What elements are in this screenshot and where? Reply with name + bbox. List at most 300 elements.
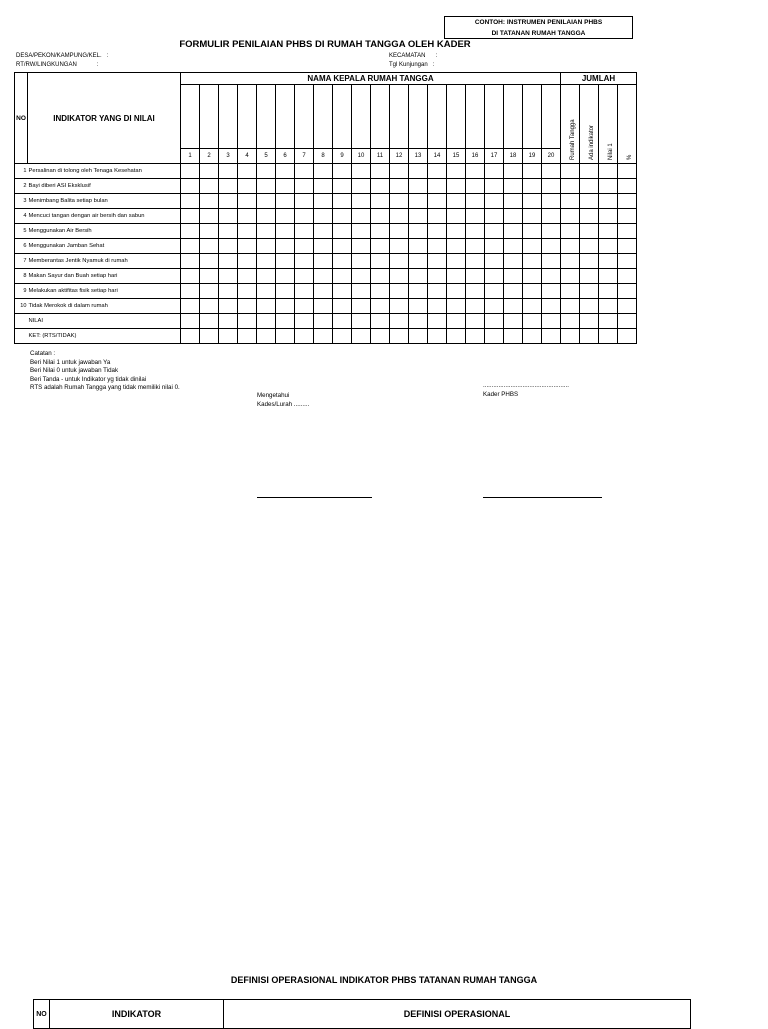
table-row [15, 179, 637, 194]
score-cell [333, 239, 352, 254]
score-cell [200, 299, 219, 314]
score-cell [352, 209, 371, 224]
score-cell [181, 314, 200, 329]
score-cell [504, 269, 523, 284]
score-cell [542, 164, 561, 179]
score-cell [371, 329, 390, 344]
score-cell [276, 179, 295, 194]
score-cell [238, 179, 257, 194]
score-cell [276, 299, 295, 314]
score-cell [504, 209, 523, 224]
score-cell [409, 239, 428, 254]
ket-row-label: KET: (RTS/TIDAK) [28, 329, 181, 344]
table-row [15, 239, 637, 254]
row-indicator: Persalinan di tolong oleh Tenaga Kesehatan [28, 164, 181, 179]
score-cell [200, 164, 219, 179]
row-number: 1 [15, 164, 28, 179]
score-cell [181, 239, 200, 254]
score-cell [504, 299, 523, 314]
household-name-cell [219, 85, 238, 149]
score-cell [257, 209, 276, 224]
score-cell [371, 164, 390, 179]
group-jumlah-header: JUMLAH [561, 73, 637, 85]
household-name-cell [447, 85, 466, 149]
household-number: 8 [314, 149, 333, 164]
jumlah-col-label: Nilai 1 [608, 143, 614, 160]
score-cell [238, 314, 257, 329]
score-cell [200, 179, 219, 194]
score-cell [580, 314, 599, 329]
household-name-cell [428, 85, 447, 149]
score-cell [314, 164, 333, 179]
score-cell [352, 329, 371, 344]
score-cell [428, 284, 447, 299]
score-cell [561, 254, 580, 269]
score-cell [295, 179, 314, 194]
score-cell [295, 284, 314, 299]
score-cell [428, 164, 447, 179]
score-cell [200, 269, 219, 284]
row-number [15, 329, 28, 344]
score-cell [447, 224, 466, 239]
score-cell [466, 254, 485, 269]
household-number: 1 [181, 149, 200, 164]
score-cell [504, 224, 523, 239]
score-cell [428, 224, 447, 239]
row-number: 8 [15, 269, 28, 284]
score-cell [200, 224, 219, 239]
score-cell [599, 224, 618, 239]
score-cell [561, 209, 580, 224]
score-cell [523, 179, 542, 194]
row-indicator: Makan Sayur dan Buah setiap hari [28, 269, 181, 284]
household-number: 10 [352, 149, 371, 164]
score-cell [371, 254, 390, 269]
household-number: 15 [447, 149, 466, 164]
score-cell [238, 224, 257, 239]
household-number: 13 [409, 149, 428, 164]
col-indikator-header: INDIKATOR YANG DI NILAI [28, 73, 181, 164]
score-cell [485, 254, 504, 269]
household-number: 18 [504, 149, 523, 164]
score-cell [504, 284, 523, 299]
score-cell [333, 254, 352, 269]
score-cell [390, 239, 409, 254]
score-cell [200, 194, 219, 209]
score-cell [314, 224, 333, 239]
row-indicator: Menggunakan Jamban Sehat [28, 239, 181, 254]
score-cell [580, 299, 599, 314]
score-cell [257, 194, 276, 209]
kader-dots: .................................................. [483, 382, 569, 389]
score-cell [409, 179, 428, 194]
score-cell [485, 329, 504, 344]
score-cell [200, 254, 219, 269]
score-cell [428, 314, 447, 329]
notes-block [30, 350, 180, 393]
score-cell [561, 164, 580, 179]
score-cell [618, 269, 637, 284]
score-cell [390, 164, 409, 179]
score-cell [257, 239, 276, 254]
score-cell [219, 239, 238, 254]
score-cell [352, 224, 371, 239]
household-name-cell [200, 85, 219, 149]
score-cell [371, 224, 390, 239]
household-name-cell [352, 85, 371, 149]
score-cell [257, 284, 276, 299]
score-cell [219, 329, 238, 344]
score-cell [200, 314, 219, 329]
table-row [15, 284, 637, 299]
household-number: 2 [200, 149, 219, 164]
score-cell [618, 314, 637, 329]
score-cell [276, 314, 295, 329]
score-cell [333, 164, 352, 179]
score-cell [314, 209, 333, 224]
score-cell [523, 254, 542, 269]
row-number: 10 [15, 299, 28, 314]
kecamatan-field: KECAMATAN : [389, 53, 438, 59]
table-row [15, 194, 637, 209]
form-title: FORMULIR PENILAIAN PHBS DI RUMAH TANGGA OLEH KADER [179, 39, 471, 50]
score-cell [295, 239, 314, 254]
row-number: 9 [15, 284, 28, 299]
score-cell [485, 239, 504, 254]
score-cell [390, 254, 409, 269]
household-name-cell [466, 85, 485, 149]
score-cell [295, 329, 314, 344]
score-cell [618, 194, 637, 209]
score-cell [333, 179, 352, 194]
row-indicator: Menggunakan Air Bersih [28, 224, 181, 239]
household-number: 17 [485, 149, 504, 164]
score-cell [181, 329, 200, 344]
score-cell [599, 329, 618, 344]
score-cell [409, 209, 428, 224]
score-cell [542, 299, 561, 314]
score-cell [219, 209, 238, 224]
score-cell [181, 164, 200, 179]
score-cell [409, 164, 428, 179]
table-row [15, 254, 637, 269]
score-cell [181, 299, 200, 314]
score-cell [219, 314, 238, 329]
score-cell [371, 269, 390, 284]
score-cell [314, 269, 333, 284]
score-cell [542, 239, 561, 254]
household-name-cell [523, 85, 542, 149]
score-cell [390, 194, 409, 209]
score-cell [371, 284, 390, 299]
score-cell [219, 284, 238, 299]
household-name-cell [390, 85, 409, 149]
score-cell [466, 224, 485, 239]
jumlah-col-header [599, 85, 618, 164]
score-cell [542, 329, 561, 344]
instrument-label-line2: DI TATANAN RUMAH TANGGA [491, 30, 586, 37]
household-number: 4 [238, 149, 257, 164]
row-indicator: Menimbang Balita setiap bulan [28, 194, 181, 209]
row-number: 2 [15, 179, 28, 194]
score-cell [466, 299, 485, 314]
nilai-row-label: NILAI [28, 314, 181, 329]
jumlah-col-header [580, 85, 599, 164]
score-cell [580, 194, 599, 209]
table-row [15, 269, 637, 284]
score-cell [371, 194, 390, 209]
household-name-cell [542, 85, 561, 149]
score-cell [466, 194, 485, 209]
score-cell [314, 254, 333, 269]
score-cell [257, 269, 276, 284]
score-cell [542, 194, 561, 209]
row-indicator: Melakukan aktifitas fisik setiap hari [28, 284, 181, 299]
score-cell [276, 194, 295, 209]
score-cell [447, 209, 466, 224]
score-cell [333, 314, 352, 329]
household-name-cell [295, 85, 314, 149]
score-cell [485, 164, 504, 179]
score-cell [390, 314, 409, 329]
notes-line: Beri Tanda - untuk Indikator yg tidak dinilai [30, 375, 147, 383]
score-cell [181, 209, 200, 224]
score-cell [485, 224, 504, 239]
score-cell [219, 299, 238, 314]
score-cell [580, 164, 599, 179]
score-cell [257, 329, 276, 344]
score-cell [523, 194, 542, 209]
household-number: 7 [295, 149, 314, 164]
score-cell [238, 254, 257, 269]
score-cell [485, 299, 504, 314]
household-number: 12 [390, 149, 409, 164]
household-number: 11 [371, 149, 390, 164]
score-cell [542, 224, 561, 239]
score-cell [599, 164, 618, 179]
score-cell [352, 254, 371, 269]
score-cell [390, 329, 409, 344]
score-cell [238, 329, 257, 344]
household-name-cell [314, 85, 333, 149]
score-cell [333, 194, 352, 209]
score-cell [580, 329, 599, 344]
score-cell [447, 254, 466, 269]
score-cell [618, 224, 637, 239]
score-cell [428, 299, 447, 314]
score-cell [257, 224, 276, 239]
household-name-cell [504, 85, 523, 149]
score-cell [485, 284, 504, 299]
score-cell [447, 284, 466, 299]
score-cell [352, 314, 371, 329]
score-cell [200, 329, 219, 344]
score-cell [618, 179, 637, 194]
score-cell [276, 164, 295, 179]
score-cell [371, 299, 390, 314]
score-cell [599, 209, 618, 224]
score-cell [561, 314, 580, 329]
score-cell [618, 329, 637, 344]
score-cell [542, 254, 561, 269]
score-cell [523, 209, 542, 224]
score-cell [485, 209, 504, 224]
jumlah-col-header [561, 85, 580, 164]
score-cell [428, 329, 447, 344]
score-cell [466, 269, 485, 284]
row-indicator: Tidak Merokok di dalam rumah [28, 299, 181, 314]
row-indicator: Mencuci tangan dengan air bersih dan sabun [28, 209, 181, 224]
score-cell [409, 224, 428, 239]
score-cell [238, 299, 257, 314]
score-cell [390, 209, 409, 224]
score-cell [219, 164, 238, 179]
jumlah-col-label: Ada indikator [589, 124, 595, 160]
score-cell [181, 254, 200, 269]
score-cell [447, 314, 466, 329]
score-cell [314, 239, 333, 254]
score-cell [314, 284, 333, 299]
rt-field: RT/RW/LINGKUNGAN : [16, 62, 99, 68]
score-cell [618, 254, 637, 269]
score-cell [333, 284, 352, 299]
score-cell [390, 284, 409, 299]
row-number [15, 314, 28, 329]
score-cell [447, 269, 466, 284]
score-cell [504, 239, 523, 254]
score-cell [181, 284, 200, 299]
household-name-cell [257, 85, 276, 149]
score-cell [485, 314, 504, 329]
score-cell [219, 254, 238, 269]
score-cell [428, 179, 447, 194]
score-cell [181, 224, 200, 239]
table-row [15, 164, 637, 179]
score-cell [409, 269, 428, 284]
score-cell [561, 329, 580, 344]
score-cell [618, 239, 637, 254]
score-cell [523, 224, 542, 239]
score-cell [390, 269, 409, 284]
score-cell [580, 284, 599, 299]
household-number: 6 [276, 149, 295, 164]
assessment-table [14, 72, 637, 344]
score-cell [504, 164, 523, 179]
table-row [15, 314, 637, 329]
score-cell [333, 299, 352, 314]
score-cell [618, 299, 637, 314]
instrument-label-box [444, 16, 633, 39]
score-cell [314, 329, 333, 344]
def-col-definisi: DEFINISI OPERASIONAL [224, 1000, 691, 1029]
score-cell [523, 314, 542, 329]
score-cell [580, 224, 599, 239]
household-number: 3 [219, 149, 238, 164]
score-cell [352, 299, 371, 314]
row-number: 5 [15, 224, 28, 239]
desa-field: DESA/PEKON/KAMPUNG/KEL. : [16, 53, 109, 59]
score-cell [276, 284, 295, 299]
score-cell [314, 314, 333, 329]
notes-line: RTS adalah Rumah Tangga yang tidak memiliki nilai 0. [30, 384, 180, 391]
score-cell [352, 269, 371, 284]
score-cell [428, 194, 447, 209]
score-cell [352, 179, 371, 194]
score-cell [466, 209, 485, 224]
household-name-cell [238, 85, 257, 149]
score-cell [200, 284, 219, 299]
signature-left [257, 392, 309, 409]
score-cell [238, 194, 257, 209]
score-cell [599, 179, 618, 194]
score-cell [504, 179, 523, 194]
score-cell [276, 329, 295, 344]
score-cell [409, 329, 428, 344]
score-cell [352, 239, 371, 254]
score-cell [314, 194, 333, 209]
score-cell [466, 284, 485, 299]
score-cell [504, 314, 523, 329]
score-cell [523, 284, 542, 299]
table-row [15, 224, 637, 239]
row-number: 6 [15, 239, 28, 254]
score-cell [485, 194, 504, 209]
score-cell [219, 179, 238, 194]
notes-line: Beri Nilai 0 untuk jawaban Tidak [30, 367, 119, 374]
kader-label: Kader PHBS [483, 390, 519, 398]
score-cell [276, 209, 295, 224]
score-cell [504, 254, 523, 269]
col-no-header: NO [15, 73, 28, 164]
score-cell [276, 224, 295, 239]
score-cell [257, 164, 276, 179]
score-cell [618, 284, 637, 299]
tgl-kunjungan-field: Tgl Kunjungan : [389, 62, 435, 68]
score-cell [561, 179, 580, 194]
score-cell [219, 194, 238, 209]
score-cell [466, 164, 485, 179]
score-cell [295, 299, 314, 314]
right-signature-line [483, 497, 602, 498]
score-cell [466, 329, 485, 344]
score-cell [219, 224, 238, 239]
score-cell [181, 269, 200, 284]
score-cell [447, 239, 466, 254]
score-cell [409, 194, 428, 209]
household-number: 19 [523, 149, 542, 164]
score-cell [371, 239, 390, 254]
score-cell [447, 164, 466, 179]
score-cell [599, 299, 618, 314]
household-name-cell [276, 85, 295, 149]
left-signature-line [257, 497, 372, 498]
score-cell [447, 179, 466, 194]
score-cell [618, 164, 637, 179]
score-cell [333, 209, 352, 224]
score-cell [580, 179, 599, 194]
score-cell [409, 314, 428, 329]
definition-table [33, 999, 691, 1029]
score-cell [295, 254, 314, 269]
score-cell [542, 269, 561, 284]
score-cell [352, 284, 371, 299]
household-number: 16 [466, 149, 485, 164]
score-cell [504, 194, 523, 209]
instrument-label-line1: CONTOH: INSTRUMEN PENILAIAN PHBS [474, 19, 603, 26]
def-col-no: NO [34, 1000, 50, 1029]
household-number: 5 [257, 149, 276, 164]
household-name-cell [333, 85, 352, 149]
